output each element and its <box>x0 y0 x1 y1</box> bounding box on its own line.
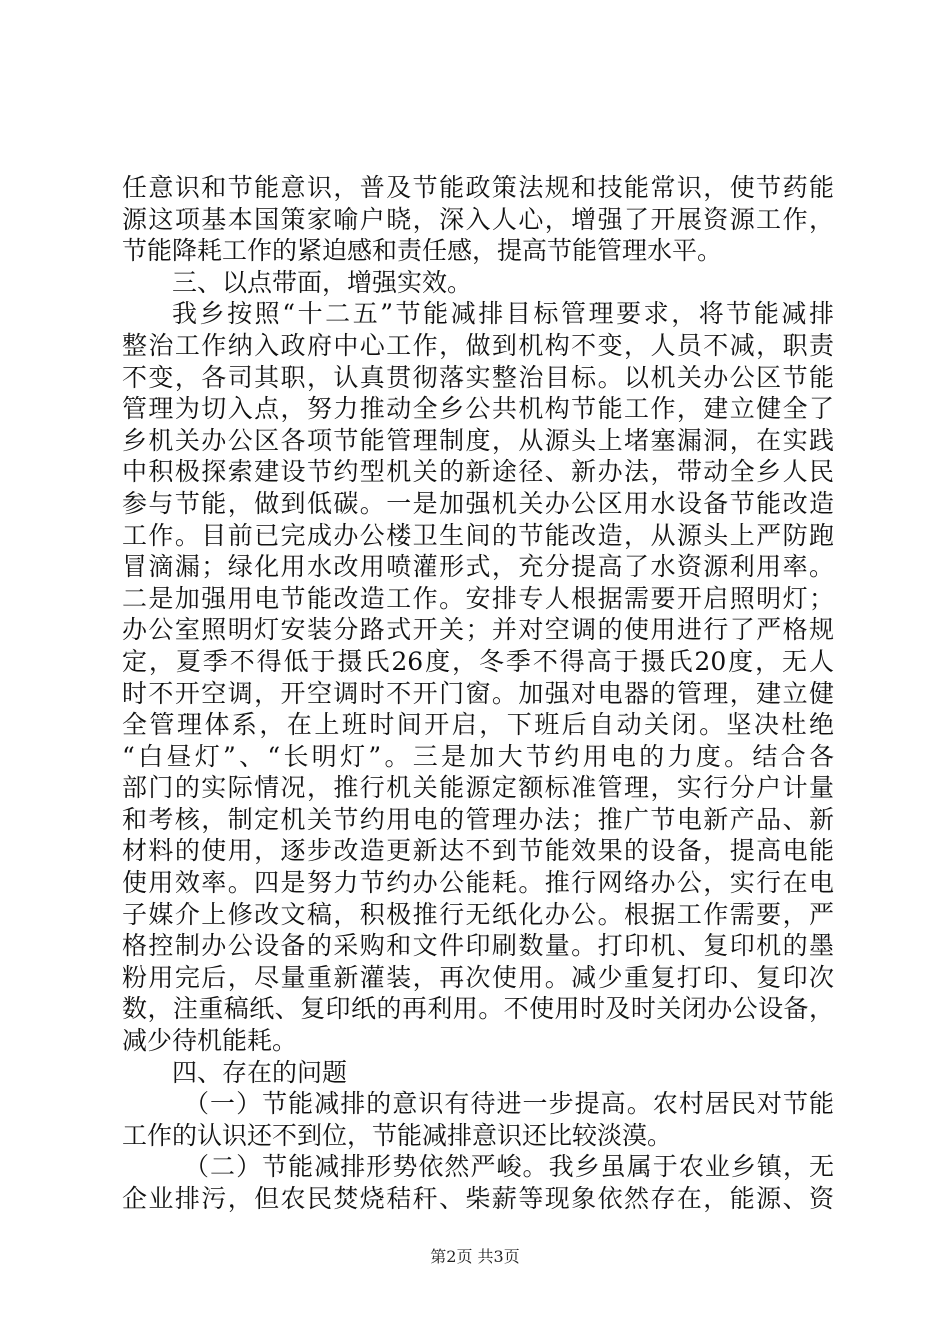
text-line: （二）节能减排形势依然严峻。我乡虽属于农业乡镇，无 <box>184 1152 834 1182</box>
text-line: 和考核，制定机关节约用电的管理办法；推广节电新产品、新 <box>122 804 834 834</box>
text-line: 时不开空调，开空调时不开门窗。加强对电器的管理，建立健 <box>122 678 834 708</box>
text-line: 工作的认识还不到位，节能减排意识还比较淡漠。 <box>122 1120 673 1150</box>
text-line: 源这项基本国策家喻户晓，深入人心，增强了开展资源工作， <box>122 204 834 234</box>
text-line: 工作。目前已完成办公楼卫生间的节能改造，从源头上严防跑 <box>122 520 834 550</box>
text-line: 整治工作纳入政府中心工作，做到机构不变，人员不减，职责 <box>122 330 834 360</box>
text-line: 全管理体系，在上班时间开启，下班后自动关闭。坚决杜绝 <box>122 710 834 740</box>
text-line: 管理为切入点，努力推动全乡公共机构节能工作，建立健全了 <box>122 394 834 424</box>
text-line: 定，夏季不得低于摄氏26度，冬季不得高于摄氏20度，无人 <box>122 646 834 676</box>
text-line: 使用效率。四是努力节约办公能耗。推行网络办公，实行在电 <box>122 868 834 898</box>
text-line: 企业排污，但农民焚烧秸秆、柴薪等现象依然存在，能源、资 <box>122 1184 834 1213</box>
text-line: 乡机关办公区各项节能管理制度，从源头上堵塞漏洞，在实践 <box>122 425 834 455</box>
text-line: 二是加强用电节能改造工作。安排专人根据需要开启照明灯； <box>122 583 834 613</box>
text-line: 子媒介上修改文稿，积极推行无纸化办公。根据工作需要，严 <box>122 899 834 929</box>
text-line: 材料的使用，逐步改造更新达不到节能效果的设备，提高电能 <box>122 836 834 866</box>
text-line: 数，注重稿纸、复印纸的再利用。不使用时及时关闭办公设备， <box>122 994 834 1024</box>
text-line: 部门的实际情况，推行机关能源定额标准管理，实行分户计量 <box>122 773 834 803</box>
text-line: 节能降耗工作的紧迫感和责任感，提高节能管理水平。 <box>122 236 723 266</box>
text-line: 粉用完后，尽量重新灌装，再次使用。减少重复打印、复印次 <box>122 962 834 992</box>
text-line: 任意识和节能意识，普及节能政策法规和技能常识，使节药能 <box>122 173 834 202</box>
text-line: 格控制办公设备的采购和文件印刷数量。打印机、复印机的墨 <box>122 931 834 961</box>
text-line: 我乡按照“十二五”节能减排目标管理要求，将节能减排 <box>172 299 834 329</box>
text-line: 冒滴漏；绿化用水改用喷灌形式，充分提高了水资源利用率。 <box>122 552 834 582</box>
text-line: 中积极探索建设节约型机关的新途径、新办法，带动全乡人民 <box>122 457 834 487</box>
text-line: “白昼灯”、“长明灯”。三是加大节约用电的力度。结合各 <box>122 741 834 771</box>
text-line: （一）节能减排的意识有待进一步提高。农村居民对节能 <box>184 1089 834 1119</box>
text-line: 办公室照明灯安装分路式开关；并对空调的使用进行了严格规 <box>122 615 834 645</box>
page-footer: 第2页 共3页 <box>430 1247 520 1266</box>
text-line: 减少待机能耗。 <box>122 1026 298 1056</box>
section-heading: 三、以点带面，增强实效。 <box>172 267 473 297</box>
section-heading: 四、存在的问题 <box>172 1057 348 1087</box>
body-text <box>122 172 834 1215</box>
text-line: 参与节能，做到低碳。一是加强机关办公区用水设备节能改造 <box>122 488 834 518</box>
text-line: 不变，各司其职，认真贯彻落实整治目标。以机关办公区节能 <box>122 362 834 392</box>
